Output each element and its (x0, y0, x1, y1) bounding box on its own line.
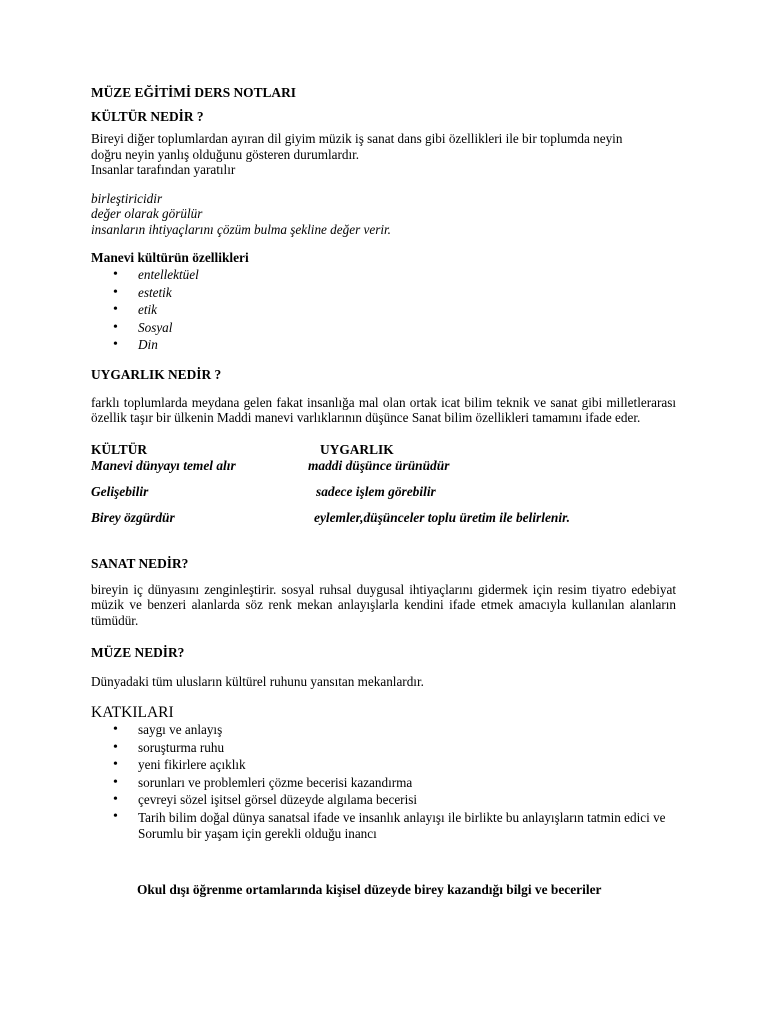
comparison-right: eylemler,düşünceler toplu üretim ile belirlenir. (314, 509, 570, 525)
list-item: • soruşturma ruhu (91, 739, 676, 757)
list-item: • entellektüel (91, 266, 676, 284)
comparison-row (91, 458, 676, 474)
document-page (91, 85, 676, 898)
kultur-trait: insanların ihtiyaçlarını çözüm bulma şekline değer verir. (91, 221, 391, 237)
katkilari-heading: KATKILARI (91, 703, 174, 721)
kultur-paragraph-line-3: Insanlar tarafından yaratılır (91, 162, 236, 177)
comparison-left: Gelişebilir (91, 483, 149, 499)
list-item: • Din (91, 336, 676, 354)
kultur-trait: birleştiricidir (91, 190, 163, 206)
comparison-right: maddi düşünce ürünüdür (308, 457, 450, 473)
manevi-heading: Manevi kültürün özellikleri (91, 250, 249, 265)
uygarlik-heading: UYGARLIK NEDİR ? (91, 366, 222, 382)
manevi-list (91, 266, 676, 354)
sanat-heading: SANAT NEDİR? (91, 555, 189, 571)
muze-heading: MÜZE NEDİR? (91, 645, 185, 661)
uygarlik-paragraph: farklı toplumlarda meydana gelen fakat insanlığa mal olan ortak icat bilim teknik ve sanat gibi milletlerarası özellik taşır bir ülkenin Maddi manevi varlıklarının düşünce Sanat bilim özellikleri tamamını ifade eder. (91, 394, 676, 426)
list-item: • yeni fikirlere açıklık (91, 756, 676, 774)
list-item: • etik (91, 301, 676, 319)
comparison-header-row (91, 442, 676, 458)
comparison-col2-header: UYGARLIK (320, 441, 394, 457)
list-item: • saygı ve anlayış (91, 721, 676, 739)
list-item: • sorunları ve problemleri çözme becerisi kazandırma (91, 774, 676, 792)
kultur-paragraph-line-2: doğru neyin yanlış olduğunu gösteren durumlardır. (91, 146, 360, 162)
kultur-heading: KÜLTÜR NEDİR ? (91, 109, 204, 124)
comparison-row (91, 510, 676, 526)
sanat-paragraph: bireyin iç dünyasını zenginleştirir. sosyal ruhsal duygusal ihtiyaçlarını gidermek için resim tiyatro edebiyat müzik ve benzeri alanlarda söz renk mekan anlayışlarla kendini ifade etmek amacıyla kullanılan alanların tümüdür. (91, 581, 676, 628)
list-item: • Tarih bilim doğal dünya sanatsal ifade ve insanlık anlayışı ile birlikte bu anlayışların tatmin edici ve Sorumlu bir yaşam için gerekli olduğu inancı (91, 809, 676, 842)
footer-heading: Okul dışı öğrenme ortamlarında kişisel düzeyde birey kazandığı bilgi ve beceriler (137, 881, 602, 897)
kultur-trait: değer olarak görülür (91, 206, 203, 221)
list-item: • estetik (91, 284, 676, 302)
comparison-row (91, 484, 676, 500)
comparison-left: Manevi dünyayı temel alır (91, 457, 236, 473)
comparison-left: Birey özgürdür (91, 509, 175, 525)
document-title: MÜZE EĞİTİMİ DERS NOTLARI (91, 85, 296, 100)
comparison-col1-header: KÜLTÜR (91, 441, 148, 457)
list-item: • çevreyi sözel işitsel görsel düzeyde algılama becerisi (91, 791, 676, 809)
list-item: • Sosyal (91, 319, 676, 337)
comparison-right: sadece işlem görebilir (316, 483, 436, 499)
muze-paragraph: Dünyadaki tüm ulusların kültürel ruhunu yansıtan mekanlardır. (91, 674, 424, 690)
kultur-paragraph-line-1: Bireyi diğer toplumlardan ayıran dil giyim müzik iş sanat dans gibi özellikleri ile bir toplumda neyin (91, 131, 623, 146)
katkilari-list (91, 721, 676, 842)
